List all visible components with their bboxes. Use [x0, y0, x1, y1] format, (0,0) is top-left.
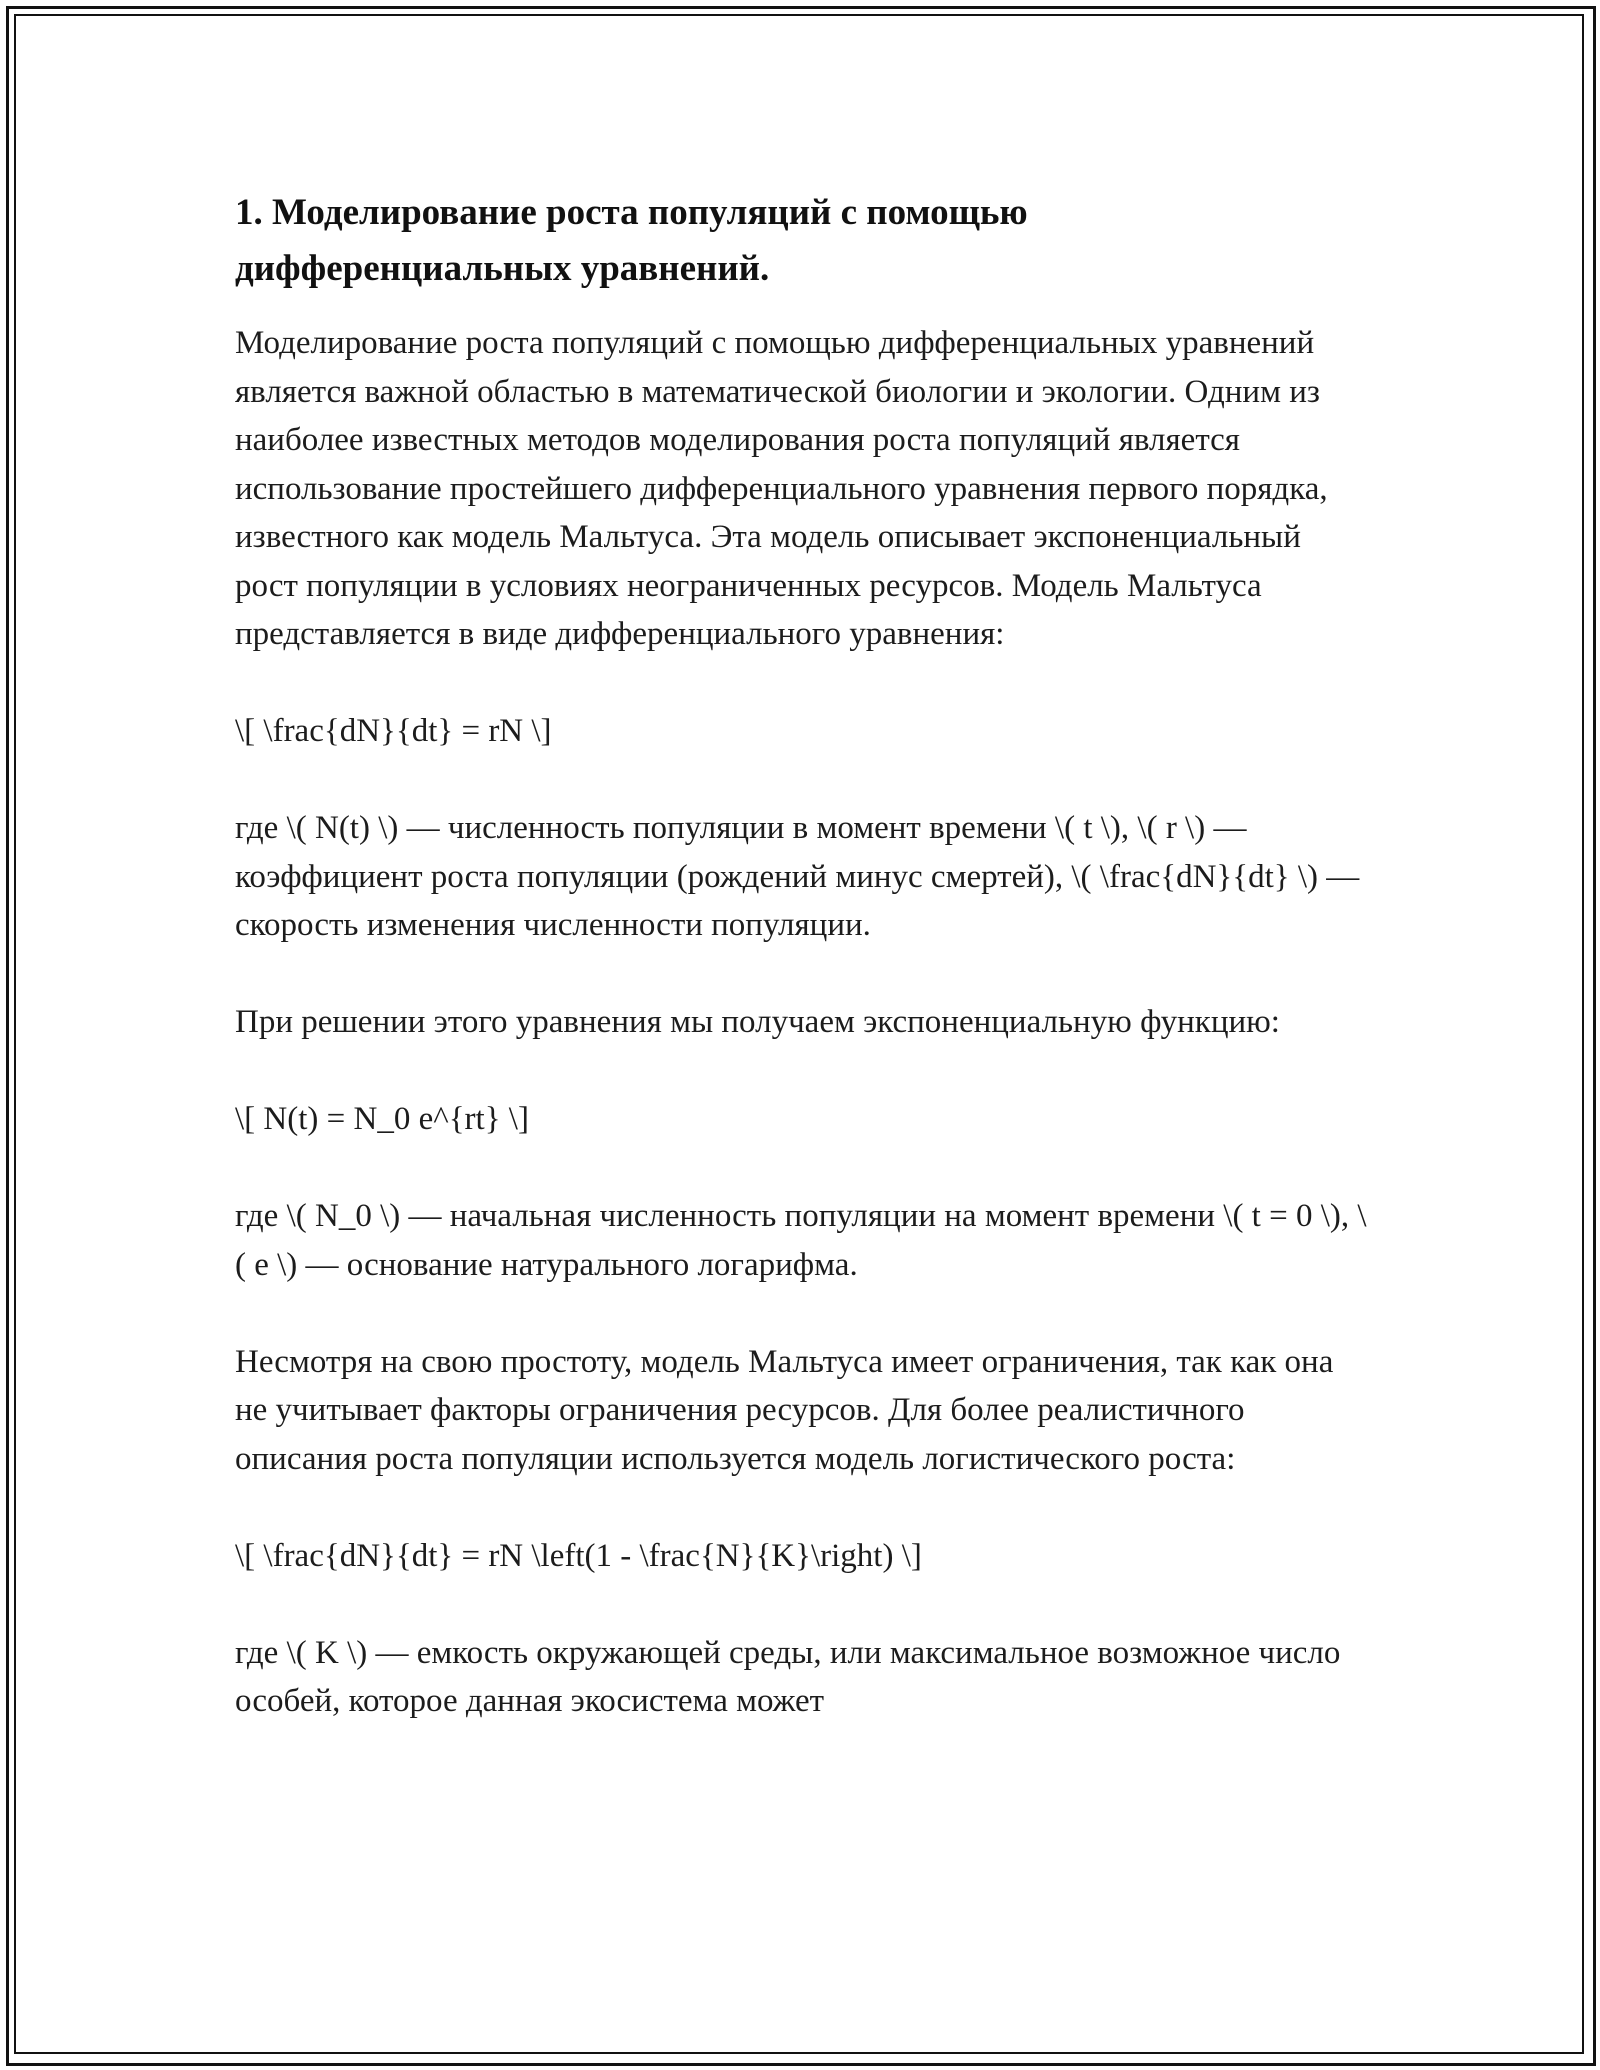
logistic-definitions: где \( K \) — емкость окружающей среды, или максимальное возможное число особей, которое данная экосистема может: [235, 1634, 1341, 1719]
solution-intro: При решении этого уравнения мы получаем экспоненциальную функцию:: [235, 1004, 1280, 1040]
logistic-equation: \[ \frac{dN}{dt} = rN \left(1 - \frac{N}{K}\right) \]: [235, 1537, 922, 1574]
intro-paragraph: Моделирование роста популяций с помощью дифференциальных уравнений является важной областью в математической биологии и экологии. Одним из наиболее известных методов моделирования роста популяций является использование простейшего дифференциального уравнения первого порядка, известного как модель Мальтуса. Эта модель описывает экспоненциальный рост популяции в условиях неограниченных ресурсов. Модель Мальтуса представляется в виде дифференциального уравнения:: [235, 325, 1328, 652]
malthus-equation: \[ \frac{dN}{dt} = rN \]: [235, 713, 552, 749]
section-title: 1. Моделирование роста популяций с помощью дифференциальных уравнений.: [235, 192, 1028, 289]
solution-definitions: где \( N_0 \) — начальная численность популяции на момент времени \( t = 0 \), \( e \) — основание натурального логарифма.: [235, 1198, 1367, 1283]
exponential-solution: \[ N(t) = N_0 e^{rt} \]: [235, 1101, 529, 1137]
logistic-intro: Несмотря на свою простоту, модель Мальтуса имеет ограничения, так как она не учитывает факторы ограничения ресурсов. Для более реалистичного описания роста популяции используется модель логистического роста:: [235, 1343, 1334, 1477]
malthus-definitions: где \( N(t) \) — численность популяции в момент времени \( t \), \( r \) — коэффициент роста популяции (рождений минус смертей), \( \frac{dN}{dt} \) — скорость изменения численности популяции.: [235, 810, 1360, 943]
document-body: [235, 185, 1370, 1726]
